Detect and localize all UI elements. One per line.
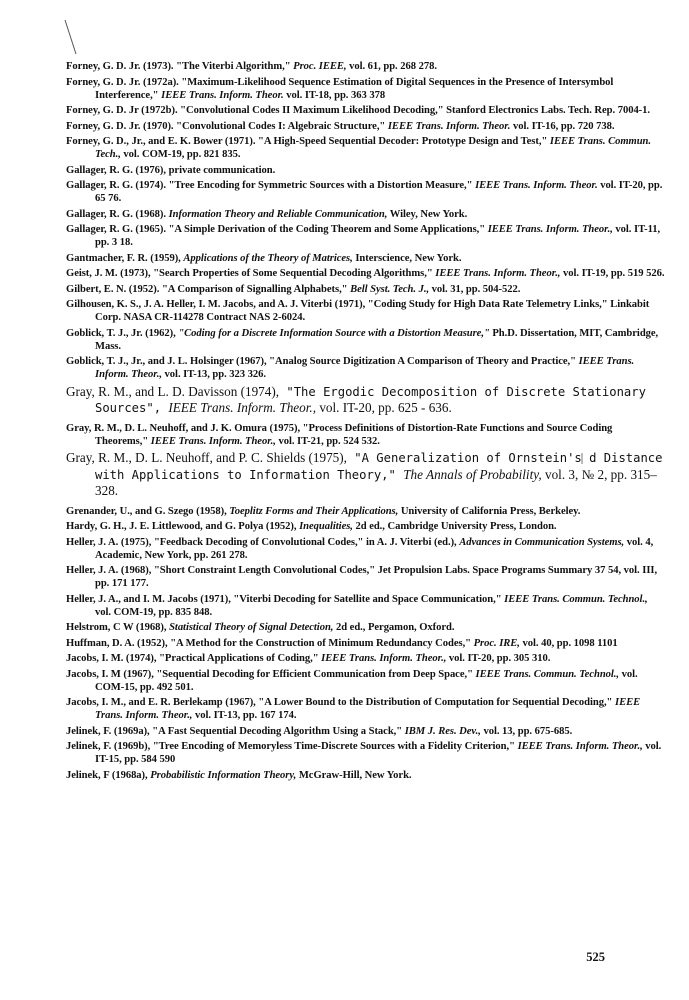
reference-authors: Forney, G. D., Jr., and E. K. Bower (1971). <box>66 136 256 147</box>
reference-entry <box>66 564 666 590</box>
references-list <box>66 60 666 784</box>
reference-authors: Gallager, R. G. (1965). <box>66 224 166 235</box>
reference-journal: IEEE Trans. Commun. Tech., <box>95 136 651 160</box>
reference-details: vol. 13, pp. 675-685. <box>480 725 573 737</box>
reference-authors: Jelinek, F. (1969b), <box>66 741 151 752</box>
reference-entry <box>66 267 666 280</box>
reference-title: private communication. <box>165 164 276 176</box>
reference-details: vol. IT-20, pp. 65 76. <box>95 180 663 204</box>
reference-details: 2d ed., Pergamon, Oxford. <box>333 622 455 633</box>
reference-journal: IEEE Trans. Inform. Theor., <box>517 741 643 752</box>
reference-title: "The Ergodic Decomposition of Discrete Stationary Sources", <box>95 384 646 415</box>
reference-journal: IEEE Trans. Commun. Technol., <box>475 668 620 680</box>
reference-details: vol. IT-21, pp. 524 532. <box>275 435 380 447</box>
reference-authors: Gallager, R. G. (1968). <box>66 208 166 220</box>
reference-entry <box>66 769 666 782</box>
reference-authors: Gallager, R. G. (1974). <box>66 180 166 191</box>
reference-journal: IEEE Trans. Inform. Theor. <box>161 89 284 101</box>
reference-journal: IEEE Trans. Inform. Theor. <box>475 180 598 191</box>
reference-entry <box>66 60 666 73</box>
reference-authors: Jacobs, I. M., and E. R. Berlekamp (1967), <box>66 697 256 708</box>
reference-title: "Feedback Decoding of Convolutional Codes," in A. J. Viterbi (ed.), <box>151 536 460 548</box>
reference-entry <box>66 422 666 448</box>
reference-journal: IEEE Trans. Inform. Theor. <box>387 120 511 132</box>
reference-details: vol. 61, pp. 268 278. <box>346 61 437 72</box>
reference-journal: Advances in Communication Systems, <box>459 536 625 548</box>
reference-authors: Heller, J. A. (1968), <box>66 565 152 576</box>
reference-journal: Bell Syst. Tech. J., <box>350 283 430 295</box>
reference-authors: Huffman, D. A. (1952), <box>66 637 168 649</box>
reference-journal: Information Theory and Reliable Communication, <box>168 208 388 220</box>
page-number: 525 <box>586 950 605 964</box>
reference-authors: Gantmacher, F. R. (1959), <box>66 252 181 264</box>
reference-authors: Heller, J. A., and I. M. Jacobs (1971), <box>66 593 231 605</box>
reference-journal: IEEE Trans. Inform. Theor., <box>150 435 276 447</box>
reference-details: vol. COM-15, pp. 492 501. <box>95 668 638 693</box>
reference-authors: Heller, J. A. (1975), <box>66 536 152 548</box>
reference-details: Jet Propulsion Labs. Space Programs Summary 37 54, vol. III, pp. 171 177. <box>95 565 658 589</box>
reference-title: "Process Definitions of Distortion-Rate Functions and Source Coding Theorems," <box>95 422 613 447</box>
reference-details: vol. IT-19, pp. 519 526. <box>560 268 665 279</box>
reference-title: "A Method for the Construction of Minimum Redundancy Codes," <box>167 637 474 649</box>
reference-authors: Forney, G. D. Jr. (1973). <box>66 61 174 72</box>
reference-details: Stanford Electronics Labs. Tech. Rep. 7004-1. <box>446 105 651 116</box>
reference-details: vol. 4, Academic, New York, pp. 261 278. <box>95 536 654 561</box>
reference-title: "Maximum-Likelihood Sequence Estimation of Digital Sequences in the Presence of Intersymbol Interference," <box>95 76 614 101</box>
reference-journal: Proc. IRE, <box>473 637 520 649</box>
reference-authors: Jacobs, I. M (1967), <box>66 668 154 680</box>
reference-authors: Jelinek, F. (1969a), <box>66 725 150 737</box>
reference-entry <box>66 593 666 619</box>
reference-title: "A Comparison of Signalling Alphabets," <box>159 283 351 295</box>
reference-entry <box>66 668 666 694</box>
reference-entry <box>66 135 666 161</box>
reference-title: "Practical Applications of Coding," <box>156 653 322 664</box>
reference-journal: Probabilistic Information Theory, <box>150 769 297 781</box>
reference-title: "A Lower Bound to the Distribution of Computation for Sequential Decoding," <box>255 697 615 708</box>
reference-authors: Grenander, U., and G. Szego (1958), <box>66 505 227 517</box>
reference-journal: IEEE Trans. Inform. Theor., <box>168 400 317 415</box>
reference-title: "Convolutional Codes II Maximum Likelihood Decoding," <box>177 105 447 116</box>
reference-journal: Applications of the Theory of Matrices, <box>183 252 353 264</box>
reference-title: "A Generalization of Ornstein's d Distance with Applications to Information Theory," <box>95 451 663 482</box>
reference-journal: IEEE Trans. Inform. Theor., <box>95 697 641 721</box>
reference-authors: Goblick, T. J., Jr., and J. L. Holsinger (1967), <box>66 356 267 367</box>
reference-authors: Jacobs, I. M. (1974), <box>66 653 157 664</box>
reference-entry <box>66 520 666 533</box>
reference-authors: Gray, R. M., and L. D. Davisson (1974), <box>66 383 280 399</box>
reference-title: "Tree Encoding for Symmetric Sources with a Distortion Measure," <box>165 180 476 191</box>
reference-details: vol. IT-15, pp. 584 590 <box>95 741 662 765</box>
reference-authors: Helstrom, C W (1968), <box>66 622 167 633</box>
reference-authors: Goblick, T. J., Jr. (1962), <box>66 327 176 339</box>
reference-title: "Analog Source Digitization A Comparison of Theory and Practice," <box>266 356 579 367</box>
reference-title: "A Simple Derivation of the Coding Theorem and Some Applications," <box>165 224 488 235</box>
reference-entry <box>66 252 666 265</box>
reference-entry <box>66 104 666 117</box>
reference-journal: Toeplitz Forms and Their Applications, <box>229 505 399 517</box>
reference-details: vol. 3, № 2, pp. 315–328. <box>95 466 657 498</box>
reference-title: "The Viterbi Algorithm," <box>173 61 294 72</box>
reference-details: vol. COM-19, pp. 835 848. <box>95 606 213 618</box>
reference-authors: Geist, J. M. (1973), <box>66 268 151 279</box>
reference-title: "Short Constraint Length Convolutional Codes," <box>151 565 378 576</box>
reference-details: Wiley, New York. <box>387 208 468 220</box>
reference-authors: Gallager, R. G. (1976), <box>66 164 166 176</box>
reference-entry <box>66 164 666 177</box>
reference-authors: Gray, R. M., D. L. Neuhoff, and J. K. Omura (1975), <box>66 422 301 434</box>
reference-entry <box>66 355 666 381</box>
reference-details: University of California Press, Berkeley. <box>398 505 581 517</box>
reference-authors: Forney, G. D. Jr (1972b). <box>66 105 178 116</box>
reference-journal: IEEE Trans. Inform. Theor., <box>435 268 561 279</box>
reference-details: vol. COM-19, pp. 821 835. <box>120 149 241 160</box>
reference-title: "A High-Speed Sequential Decoder: Prototype Design and Test," <box>255 136 550 147</box>
reference-details: vol. 40, pp. 1098 1101 <box>519 637 618 649</box>
reference-entry <box>66 208 666 221</box>
reference-authors: Jelinek, F (1968a), <box>66 769 148 781</box>
reference-entry <box>66 179 666 205</box>
reference-entry <box>66 450 666 500</box>
reference-journal: Statistical Theory of Signal Detection, <box>169 622 334 633</box>
reference-entry <box>66 740 666 766</box>
reference-title: "Coding Study for High Data Rate Telemetry Links," <box>365 299 611 310</box>
reference-details: vol. IT-20, pp. 625 - 636. <box>316 400 452 415</box>
reference-journal: The Annals of Probability, <box>403 466 542 482</box>
reference-journal: "Coding for a Discrete Information Source with a Distortion Measure," <box>178 327 490 339</box>
reference-details: vol. IT-20, pp. 305 310. <box>446 653 551 664</box>
reference-title: "Search Properties of Some Sequential Decoding Algorithms," <box>150 268 436 279</box>
reference-authors: Gilhousen, K. S., J. A. Heller, I. M. Jacobs, and A. J. Viterbi (1971), <box>66 299 366 310</box>
reference-title: "A Fast Sequential Decoding Algorithm Using a Stack," <box>149 725 405 737</box>
reference-details: McGraw-Hill, New York. <box>296 769 412 781</box>
reference-details: vol. IT-13, pp. 167 174. <box>192 710 297 721</box>
reference-details: vol. IT-11, pp. 3 18. <box>95 224 661 248</box>
reference-entry <box>66 283 666 296</box>
scan-mark-top <box>62 18 82 60</box>
reference-journal: IEEE Trans. Inform. Theor., <box>321 653 447 664</box>
reference-title: "Viterbi Decoding for Satellite and Space Communication," <box>230 593 505 605</box>
reference-authors: Forney, G. D. Jr. (1972a). <box>66 76 179 88</box>
reference-details: vol. IT-18, pp. 363 378 <box>283 89 386 101</box>
reference-entry <box>66 223 666 249</box>
reference-entry <box>66 298 666 324</box>
reference-details: vol. IT-13, pp. 323 326. <box>161 369 266 380</box>
reference-journal: IEEE Trans. Inform. Theor., <box>487 224 613 235</box>
reference-entry <box>66 505 666 518</box>
reference-title: "Tree Encoding of Memoryless Time-Discrete Sources with a Fidelity Criterion," <box>150 741 518 752</box>
reference-details: 2d ed., Cambridge University Press, London. <box>352 521 557 532</box>
reference-entry <box>66 637 666 650</box>
reference-entry <box>66 76 666 102</box>
reference-title: "Sequential Decoding for Efficient Communication from Deep Space," <box>153 668 476 680</box>
reference-details: Ph.D. Dissertation, MIT, Cambridge, Mass. <box>95 327 659 352</box>
reference-entry <box>66 120 666 133</box>
reference-journal: IBM J. Res. Dev., <box>404 725 481 737</box>
reference-journal: Inequalities, <box>299 521 353 532</box>
reference-journal: IEEE Trans. Inform. Theor., <box>95 356 635 380</box>
reference-journal: Proc. IEEE, <box>293 61 347 72</box>
reference-authors: Hardy, G. H., J. E. Littlewood, and G. Polya (1952), <box>66 521 297 532</box>
reference-details: Interscience, New York. <box>352 252 462 264</box>
reference-entry <box>66 621 666 634</box>
reference-authors: Gray, R. M., D. L. Neuhoff, and P. C. Shields (1975), <box>66 450 347 465</box>
reference-entry <box>66 327 666 353</box>
reference-authors: Forney, G. D. Jr. (1970). <box>66 120 174 132</box>
reference-journal: IEEE Trans. Commun. Technol., <box>504 593 648 605</box>
reference-entry <box>66 384 666 417</box>
reference-details: vol. 31, pp. 504-522. <box>429 283 521 295</box>
reference-details: vol. IT-16, pp. 720 738. <box>510 120 615 132</box>
reference-authors: Gilbert, E. N. (1952). <box>66 283 160 295</box>
reference-details: Linkabit Corp. NASA CR-114278 Contract NAS 2-6024. <box>95 299 650 323</box>
reference-title: "Convolutional Codes I: Algebraic Structure," <box>173 120 388 132</box>
reference-entry <box>66 652 666 665</box>
reference-entry <box>66 696 666 722</box>
reference-entry <box>66 536 666 562</box>
reference-entry <box>66 725 666 738</box>
